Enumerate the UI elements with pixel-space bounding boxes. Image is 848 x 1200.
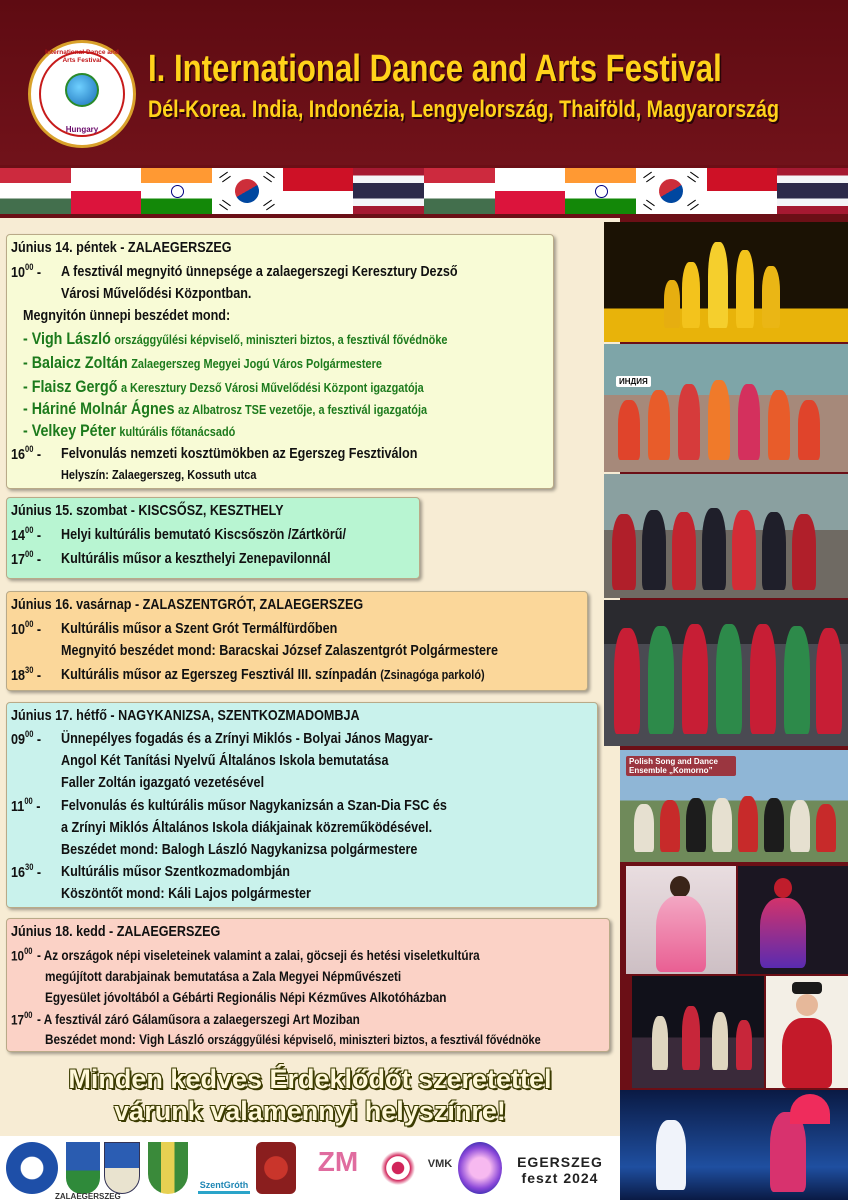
indonesia-flag-icon: [707, 168, 778, 214]
indonesia-flag-icon: [283, 168, 354, 214]
day-box-june-17: [6, 702, 598, 908]
trigram: [687, 200, 699, 211]
dancer-figure: [738, 384, 760, 460]
event-text: Angol Két Tanítási Nyelvű Általános Iskola bemutatása: [61, 752, 389, 769]
event-text: Köszöntőt mond: Káli Lajos polgármester: [61, 885, 311, 902]
speaker-row: [45, 1031, 541, 1047]
dancer-figure: [816, 804, 836, 852]
dancer-figure: [762, 512, 786, 590]
speaker-role: országgyűlési képviselő, miniszteri biztos, a fesztivál fővédnöke: [114, 332, 448, 347]
event-text: Felvonulás nemzeti kosztümökben az Egerszeg Fesztiválon: [61, 445, 418, 462]
trigram: [643, 172, 655, 183]
festival-logo-icon: [458, 1142, 502, 1194]
dancer-figure: [708, 380, 730, 460]
dancer-figure: [760, 898, 806, 968]
event-time: $16^{00}$ -: [11, 444, 42, 463]
hat: [792, 982, 822, 994]
minute: 00: [25, 619, 34, 629]
dancer-figure: [678, 384, 700, 460]
nagykanizsa-crest-icon: [256, 1142, 296, 1194]
photo-polish-ensemble: [620, 750, 848, 862]
speaker-row: [23, 399, 427, 419]
speaker-row: [61, 642, 498, 659]
minute: 00: [24, 1010, 33, 1020]
thailand-flag-icon: [353, 168, 424, 214]
event-time: [11, 1011, 32, 1028]
dancer-figure: [672, 512, 696, 590]
event-text: - Az országok népi viseleteinek valamint a zalai, göcseji és hetési viseletkultúra: [37, 947, 480, 963]
dancer-figure: [732, 510, 756, 590]
dancer-figure: [736, 250, 754, 328]
taeguk-symbol: [231, 175, 264, 208]
dancer-figure: [712, 1012, 728, 1070]
day-date: Június 14. péntek - ZALAEGERSZEG: [11, 239, 232, 256]
hour: 10: [11, 621, 26, 638]
event-time: [11, 947, 32, 964]
minute: 00: [25, 444, 34, 454]
speaker-role: Zalaegerszeg Megyei Jogú Város Polgármestere: [131, 356, 382, 371]
dancer-figure: [618, 400, 640, 460]
photo-india-group: [604, 344, 848, 472]
event-text: [61, 666, 485, 683]
speaker-role: kultúrális főtanácsadó: [119, 424, 236, 439]
dancer-figure: [648, 390, 670, 460]
zalaegerszeg-crest-icon: [66, 1142, 100, 1194]
sponsor-label: SzentGróth: [199, 1180, 249, 1190]
event-time: $17^{00}$ -: [11, 549, 42, 568]
photo-fan-dancers: [620, 1090, 848, 1200]
speaker-row: [23, 329, 448, 349]
hour: 10: [11, 264, 26, 281]
speaker-role: az Albatrosz TSE vezetője, a fesztivál igazgatója: [178, 402, 428, 417]
event-time: $16^{30}$ -: [11, 862, 42, 881]
event-text: Kultúrális műsor Szentkozmadombján: [61, 863, 290, 880]
dancer-figure: [716, 624, 742, 734]
dancer-figure: [686, 798, 706, 852]
sponsor-label: ZM: [317, 1146, 359, 1177]
page-subtitle: Dél-Korea. India, Indonézia, Lengyelország, Thaiföld, Magyarország: [148, 96, 779, 123]
india-flag-icon: [141, 168, 212, 214]
minute: 00: [25, 525, 34, 535]
dancer-figure: [612, 514, 636, 590]
dancer-figure: [770, 1112, 806, 1192]
dancer-figure: [652, 1016, 668, 1070]
logo-bottom-text: Hungary: [65, 125, 99, 134]
albatrosz-logo-icon: [6, 1142, 58, 1194]
event-text: a Zrínyi Miklós Általános Iskola diákjainak közreműködésével.: [61, 819, 433, 836]
zala-county-crest-icon: [148, 1142, 188, 1194]
day-box-june-15: [6, 497, 420, 579]
dots-logo-icon: [378, 1142, 418, 1194]
event-text: A fesztivál megnyitó ünnepsége a zalaegerszegi Keresztury Dezső: [61, 263, 458, 280]
hour: 17: [11, 551, 26, 568]
event-text: megújított darabjainak bemutatása a Zala Megyei Népművészeti: [45, 968, 402, 984]
speaker-name: Baracskai József: [219, 642, 322, 659]
flag-strip: [0, 168, 848, 214]
day-box-june-18: [6, 918, 610, 1052]
speaker-row: [23, 421, 235, 441]
day-date: Június 16. vasárnap - ZALASZENTGRÓT, ZALAEGERSZEG: [11, 596, 364, 613]
photo-indonesia-group: [604, 474, 848, 598]
event-text: Felvonulás és kultúrális műsor Nagykanizsán a Szan-Dia FSC és: [61, 797, 447, 814]
dancer-figure: [656, 1120, 686, 1190]
trigram: [263, 172, 275, 183]
dancer-head: [796, 994, 818, 1016]
dancer-figure: [750, 624, 776, 734]
zalaszentgrot-crest-icon: [104, 1142, 140, 1194]
dancer-figure: [614, 628, 640, 734]
day-date: Június 15. szombat - KISCSŐSZ, KESZTHELY: [11, 502, 284, 519]
speaker-intro: Megnyitón ünnepi beszédet mond:: [23, 307, 231, 324]
hour: 11: [11, 798, 25, 815]
dancer-figure: [682, 1006, 700, 1070]
event-text: - A fesztivál záró Gálaműsora a zalaegerszegi Art Moziban: [37, 1011, 360, 1027]
speaker-role: Zalaszentgrót Polgármestere: [324, 642, 498, 659]
dancer-figure: [736, 1020, 752, 1070]
page-title: I. International Dance and Arts Festival: [148, 48, 722, 90]
dancer-figure: [762, 266, 780, 328]
sponsor-bar: [0, 1136, 620, 1200]
dancer-figure: [816, 628, 842, 734]
event-text: Kultúrális műsor a keszthelyi Zenepavilonnál: [61, 550, 331, 567]
dancer-head: [670, 876, 690, 898]
hour: 10: [11, 947, 25, 964]
india-flag-icon: [565, 168, 636, 214]
dancer-figure: [784, 626, 810, 734]
dancer-figure: [682, 262, 700, 328]
dancer-figure: [790, 800, 810, 852]
logo-top-text: International Dance and Arts Festival: [45, 49, 119, 64]
sponsor-label: VMK: [427, 1158, 453, 1170]
thailand-flag-icon: [777, 168, 848, 214]
minute: 00: [25, 729, 34, 739]
dancer-figure: [782, 1018, 832, 1088]
festival-logo: [28, 40, 136, 148]
speaker-name: - Flaisz Gergő: [23, 377, 118, 396]
day-box-june-14: [6, 234, 554, 489]
hungary-flag-icon: [424, 168, 495, 214]
event-text: Faller Zoltán igazgató vezetésével: [61, 774, 265, 791]
header: [0, 0, 848, 165]
photo-korean-hat-dancer: [766, 976, 848, 1088]
speaker-name: - Velkey Péter: [23, 421, 116, 440]
fan-icon: [790, 1094, 830, 1124]
dancer-figure: [664, 280, 680, 328]
day-date: Június 17. hétfő - NAGYKANIZSA, SZENTKOZMADOMBJA: [11, 707, 360, 724]
trigram: [219, 200, 231, 211]
event-title: Kultúrális műsor az Egerszeg Fesztivál III. színpadán: [61, 666, 377, 683]
dancer-figure: [764, 798, 784, 852]
event-text: Egyesület jóvoltából a Gébárti Regionális Népi Kézműves Alkotóházban: [45, 989, 447, 1005]
sponsor-label: ZALAEGERSZEG: [55, 1192, 121, 1200]
dancer-figure: [682, 624, 708, 734]
speaker-name: Vigh László: [139, 1031, 205, 1047]
photo-korean-dancer-2: [738, 866, 848, 974]
event-time: $09^{00}$ -: [11, 729, 42, 748]
dancer-figure: [738, 796, 758, 852]
event-text: Ünnepélyes fogadás és a Zrínyi Miklós - Bolyai János Magyar-: [61, 730, 433, 747]
minute: 30: [25, 665, 34, 675]
dancer-figure: [768, 390, 790, 460]
speaker-role: a Keresztury Dezső Városi Művelődési Központ igazgatója: [120, 380, 424, 395]
sponsor-label: EGERSZEG feszt 2024: [517, 1154, 603, 1186]
hour: 14: [11, 527, 26, 544]
trigram: [687, 172, 699, 183]
event-time: $14^{00}$ -: [11, 525, 42, 544]
polish-caption: Polish Song and Dance Ensemble „Komorno”: [626, 756, 736, 776]
dancer-figure: [798, 400, 820, 460]
minute: 00: [24, 796, 33, 806]
day-date: Június 18. kedd - ZALAEGERSZEG: [11, 923, 221, 940]
india-sign: ИНДИЯ: [616, 376, 651, 387]
photo-golden-dancers: [604, 222, 848, 342]
photo-stage-performance: [632, 976, 764, 1088]
dancer-figure: [712, 798, 732, 852]
dancer-head: [774, 878, 792, 898]
speaker-name: - Balaicz Zoltán: [23, 353, 128, 372]
hour: 16: [11, 864, 26, 881]
globe-icon: [65, 73, 99, 107]
dancer-figure: [642, 510, 666, 590]
event-text: Beszédet mond: Balogh László Nagykanizsa polgármestere: [61, 841, 418, 858]
speaker-row: [23, 353, 382, 373]
dancer-figure: [702, 508, 726, 590]
dancer-figure: [660, 800, 680, 852]
photo-korean-dancer-1: [626, 866, 736, 974]
poland-flag-icon: [71, 168, 142, 214]
event-time: $10^{00}$ -: [11, 619, 42, 638]
minute: 00: [24, 946, 33, 956]
trigram: [263, 200, 275, 211]
event-text: Kultúrális műsor a Szent Grót Termálfürdőben: [61, 620, 338, 637]
speaker-intro: Megnyitó beszédet mond:: [61, 642, 216, 659]
minute: 30: [25, 862, 34, 872]
event-time: $18^{30}$ -: [11, 665, 42, 684]
slogan-line-1: Minden kedves Érdeklődőt szeretettel: [68, 1064, 552, 1094]
south-korea-flag-icon: [636, 168, 707, 214]
event-note: (Zsinagóga parkoló): [380, 667, 485, 682]
hour: 16: [11, 446, 26, 463]
speaker-name: - Vigh László: [23, 329, 111, 348]
trigram: [643, 200, 655, 211]
dancer-figure: [656, 896, 706, 972]
event-text: Helyi kultúrális bemutató Kiscsőszön /Zártkörű/: [61, 526, 346, 543]
speaker-intro: Beszédet mond:: [45, 1031, 136, 1047]
speaker-role: országgyűlési képviselő, miniszteri biztos, a fesztivál fővédnöke: [207, 1032, 541, 1047]
speaker-name: - Háriné Molnár Ágnes: [23, 399, 175, 418]
event-time: $11^{00}$ -: [11, 796, 41, 815]
south-korea-flag-icon: [212, 168, 283, 214]
hungary-flag-icon: [0, 168, 71, 214]
hour: 09: [11, 731, 26, 748]
dancer-figure: [634, 804, 654, 852]
event-text: Városi Művelődési Központban.: [61, 285, 252, 302]
speaker-row: [23, 377, 424, 397]
day-box-june-16: [6, 591, 588, 691]
minute: 00: [25, 262, 34, 272]
event-time: $10^{00}$ -: [11, 262, 42, 281]
slogan-line-2: várunk valamennyi helyszínre!: [114, 1096, 506, 1126]
trigram: [219, 172, 231, 183]
photo-thai-group: [604, 600, 848, 746]
poland-flag-icon: [495, 168, 566, 214]
hour: 17: [11, 1011, 25, 1028]
minute: 00: [25, 549, 34, 559]
dancer-figure: [648, 626, 674, 734]
dancer-figure: [708, 242, 728, 328]
taeguk-symbol: [655, 175, 688, 208]
event-location: Helyszín: Zalaegerszeg, Kossuth utca: [61, 467, 257, 482]
hour: 18: [11, 667, 26, 684]
dancer-figure: [792, 514, 816, 590]
